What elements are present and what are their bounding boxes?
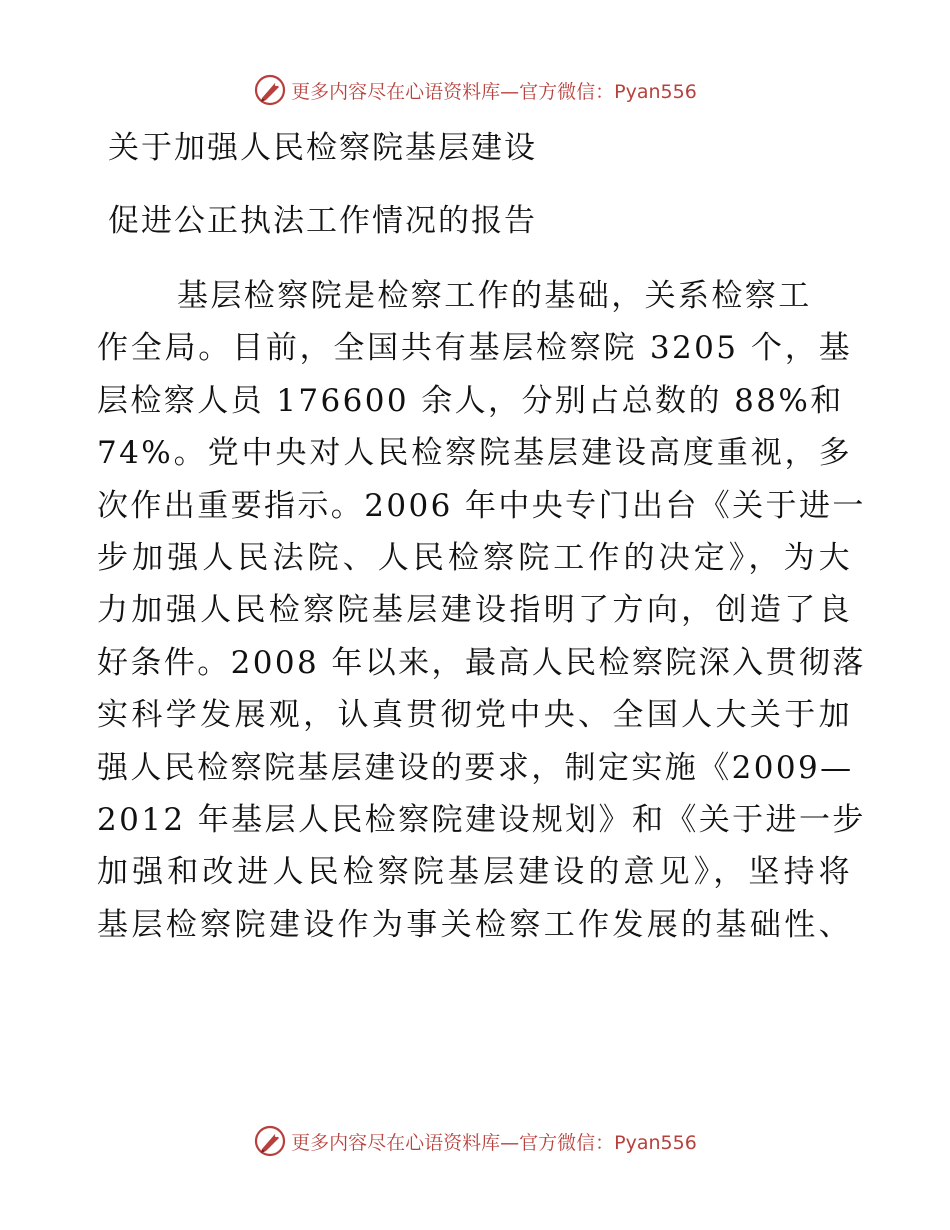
body-line: 74%。党中央对人民检察院基层建设高度重视，多 (97, 435, 852, 472)
body-line: 强人民检察院基层建设的要求，制定实施《2009— (97, 749, 854, 786)
body-line: 步加强人民法院、人民检察院工作的决定》，为大 (97, 539, 852, 576)
body-line: 次作出重要指示。2006 年中央专门出台《关于进一 (97, 487, 866, 524)
body-line: 加强和改进人民检察院基层建设的意见》，坚持将 (97, 854, 852, 891)
body-line: 好条件。2008 年以来，最高人民检察院深入贯彻落 (97, 644, 866, 681)
body-line: 基层检察院是检察工作的基础，关系检察工 (177, 278, 812, 314)
body-line: 2012 年基层人民检察院建设规划》和《关于进一步 (97, 801, 866, 838)
document-title-line-2: 促进公正执法工作情况的报告 (108, 203, 537, 239)
body-line: 实科学发展观，认真贯彻党中央、全国人大关于加 (97, 697, 852, 734)
body-line: 基层检察院建设作为事关检察工作发展的基础性、 (97, 906, 852, 943)
watermark-text: 更多内容尽在心语资料库—官方微信：Pyan556 (291, 1131, 697, 1154)
pen-nib-logo-icon (253, 73, 287, 107)
body-line: 作全局。目前，全国共有基层检察院 3205 个，基 (97, 330, 852, 367)
footer-watermark (0, 1121, 950, 1161)
body-line: 力加强人民检察院基层建设指明了方向，创造了良 (97, 592, 852, 629)
document-body (97, 276, 866, 957)
header-watermark (0, 70, 950, 110)
watermark-text: 更多内容尽在心语资料库—官方微信：Pyan556 (291, 80, 697, 103)
document-title-line-1: 关于加强人民检察院基层建设 (108, 130, 537, 166)
body-line: 层检察人员 176600 余人，分别占总数的 88%和 (97, 382, 844, 419)
pen-nib-logo-icon (253, 1124, 287, 1158)
